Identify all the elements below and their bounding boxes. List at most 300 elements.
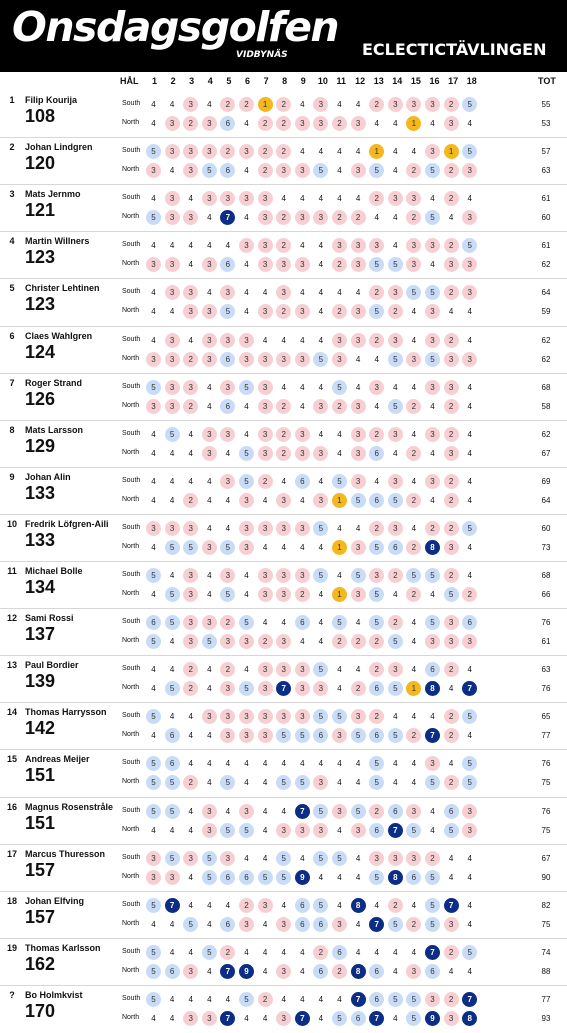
score-cell: 4: [262, 618, 268, 628]
score-cell: 5: [146, 568, 161, 583]
score-cell: 5: [388, 493, 403, 508]
score-cell: 3: [276, 634, 291, 649]
score-cell: 3: [425, 756, 440, 771]
tee-name: North: [122, 731, 140, 739]
score-cell: 5: [239, 474, 254, 489]
score-cell: 3: [313, 446, 328, 461]
score-cell: 6: [165, 728, 180, 743]
score-cell: 5: [388, 917, 403, 932]
score-cell: 5: [462, 945, 477, 960]
score-cell: 4: [411, 476, 417, 486]
score-cell: 5: [406, 568, 421, 583]
score-cell: 8: [462, 1011, 477, 1026]
score-cell: 2: [220, 662, 235, 677]
score-cell: 2: [406, 493, 421, 508]
score-cell: 6: [220, 352, 235, 367]
tee-row: [0, 161, 567, 179]
score-cell: 3: [202, 709, 217, 724]
score-cell: 4: [355, 759, 361, 769]
score-cell: 2: [313, 945, 328, 960]
score-cell: 4: [300, 335, 305, 345]
score-cell: 3: [258, 728, 273, 743]
score-cell: 7: [425, 728, 440, 743]
score-cell: 8: [425, 540, 440, 555]
score-cell: 6: [220, 257, 235, 272]
tee-name: South: [122, 947, 141, 955]
score-cell: 4: [430, 495, 435, 505]
score-cell: 5: [146, 210, 161, 225]
score-cell: 4: [430, 401, 435, 411]
score-cell: 4: [225, 495, 231, 505]
score-cell: 5: [406, 823, 421, 838]
score-cell: 4: [467, 542, 472, 552]
score-cell: 5: [239, 615, 254, 630]
score-cell: 4: [318, 307, 324, 317]
score-cell: 4: [244, 590, 249, 599]
player-name: Roger Strand: [25, 377, 83, 388]
score-cell: 4: [300, 147, 305, 157]
player-name: Claes Wahlgren: [25, 330, 93, 341]
score-cell: 2: [369, 333, 384, 348]
score-cell: 3: [406, 257, 421, 272]
score-cell: 5: [146, 756, 161, 771]
score-cell: 4: [300, 194, 305, 204]
score-cell: 4: [318, 476, 324, 486]
score-cell: 4: [467, 335, 472, 345]
score-cell: 6: [369, 964, 384, 979]
tee-row: [0, 962, 567, 980]
hole-number-header: 18: [466, 76, 477, 86]
score-cell: 4: [262, 947, 268, 957]
score-cell: 4: [188, 260, 193, 270]
player-total: 157: [25, 859, 56, 880]
score-cell: 3: [425, 380, 440, 395]
score-cell: 3: [406, 191, 421, 206]
score-cell: 4: [207, 684, 212, 694]
score-cell: 4: [262, 495, 268, 505]
score-cell: 5: [165, 427, 180, 442]
score-cell: 1: [332, 540, 347, 555]
score-cell: 5: [369, 587, 384, 602]
logo-subtext: VIDBYNÄS: [236, 50, 288, 60]
score-cell: 4: [448, 872, 454, 882]
score-cell: 3: [444, 917, 459, 932]
row-total: 76: [541, 684, 551, 694]
tee-name: North: [122, 542, 140, 550]
score-cell: 5: [202, 945, 217, 960]
player-name: Fredrik Löfgren-Aili: [25, 518, 109, 529]
row-total: 73: [541, 542, 551, 552]
score-cell: 7: [369, 1011, 384, 1026]
score-cell: 3: [313, 493, 328, 508]
row-total: 63: [541, 166, 551, 176]
tee-name: North: [122, 1013, 140, 1021]
player-row: [0, 845, 567, 892]
score-cell: 2: [332, 304, 347, 319]
hole-number-header: 14: [392, 76, 403, 86]
score-cell: 3: [295, 304, 310, 319]
score-cell: 7: [276, 681, 291, 696]
score-cell: 4: [151, 590, 156, 599]
row-total: 53: [541, 119, 551, 128]
score-cell: 2: [276, 446, 291, 461]
tee-row: [0, 566, 567, 584]
score-cell: 5: [202, 634, 217, 649]
player-name: Thomas Karlsson: [25, 942, 101, 953]
score-cell: 3: [202, 804, 217, 819]
score-cell: 3: [295, 163, 310, 178]
score-cell: 3: [220, 380, 235, 395]
score-cell: 4: [300, 947, 305, 957]
score-cell: 5: [425, 285, 440, 300]
row-total: 76: [541, 618, 551, 628]
score-cell: 3: [406, 238, 421, 253]
tee-name: South: [122, 100, 141, 107]
score-cell: 4: [393, 778, 398, 788]
score-cell: 4: [448, 684, 454, 694]
score-cell: 2: [406, 163, 421, 178]
score-cell: 4: [467, 919, 472, 929]
score-cell: 4: [430, 590, 435, 599]
score-cell: 4: [355, 872, 361, 882]
score-cell: 3: [406, 851, 421, 866]
score-cell: 4: [281, 382, 286, 392]
row-total: 61: [541, 241, 551, 251]
score-cell: 5: [332, 1011, 347, 1026]
score-cell: 4: [355, 618, 361, 628]
score-cell: 4: [262, 853, 268, 863]
score-cell: 4: [467, 401, 472, 411]
score-cell: 4: [355, 147, 361, 157]
player-name: Magnus Rosenstråle: [25, 801, 114, 812]
hole-number-header: 3: [189, 76, 195, 86]
score-cell: 4: [262, 1013, 268, 1023]
score-cell: 5: [369, 540, 384, 555]
score-cell: 4: [374, 354, 379, 364]
player-total: 133: [25, 482, 56, 503]
score-cell: 2: [220, 97, 235, 112]
player-name: Filip Kourija: [25, 95, 78, 105]
score-cell: 2: [444, 521, 459, 536]
score-cell: 4: [337, 448, 342, 458]
score-cell: 4: [337, 684, 342, 694]
score-cell: 2: [183, 399, 198, 414]
score-cell: 6: [425, 964, 440, 979]
score-cell: 3: [444, 446, 459, 461]
player-rank: 6: [9, 330, 15, 341]
tee-row: [0, 142, 567, 160]
score-cell: 2: [369, 97, 384, 112]
score-cell: 4: [300, 495, 305, 505]
score-cell: 2: [220, 144, 235, 159]
player-name: Johan Elfving: [25, 895, 85, 906]
score-cell: 3: [425, 238, 440, 253]
score-cell: 2: [276, 304, 291, 319]
score-cell: 4: [393, 966, 398, 976]
score-cell: 4: [151, 665, 156, 675]
score-cell: 6: [351, 1011, 366, 1026]
row-total: 77: [541, 731, 551, 741]
score-cell: 2: [258, 163, 273, 178]
score-cell: 3: [165, 257, 180, 272]
score-cell: 2: [406, 210, 421, 225]
score-cell: 4: [430, 448, 435, 458]
tee-name: South: [122, 288, 141, 296]
score-cell: 5: [388, 634, 403, 649]
score-cell: 4: [355, 853, 361, 863]
score-cell: 4: [207, 241, 212, 251]
score-cell: 3: [313, 210, 328, 225]
score-cell: 4: [151, 684, 156, 694]
score-cell: 2: [369, 634, 384, 649]
score-cell: 3: [165, 144, 180, 159]
score-cell: 5: [369, 756, 384, 771]
score-cell: 3: [313, 775, 328, 790]
tee-row: [0, 302, 567, 320]
score-cell: 3: [406, 97, 421, 112]
score-cell: 2: [332, 399, 347, 414]
score-cell: 3: [332, 333, 347, 348]
tee-row: [0, 1009, 567, 1027]
score-cell: 4: [448, 853, 454, 863]
player-total: 157: [25, 906, 56, 927]
score-cell: 3: [258, 257, 273, 272]
score-cell: 4: [281, 900, 286, 910]
score-cell: 7: [220, 1011, 235, 1026]
score-cell: 4: [300, 288, 305, 298]
score-cell: 9: [295, 870, 310, 885]
score-cell: 2: [369, 191, 384, 206]
player-rank: 18: [6, 895, 17, 906]
row-total: 65: [541, 712, 551, 722]
player-rank: 5: [9, 283, 15, 294]
score-cell: 5: [425, 352, 440, 367]
score-cell: 3: [258, 238, 273, 253]
tee-row: [0, 491, 567, 509]
tee-row: [0, 849, 567, 867]
score-cell: 2: [444, 163, 459, 178]
score-cell: 6: [369, 446, 384, 461]
score-cell: 6: [369, 493, 384, 508]
score-cell: 4: [393, 759, 398, 769]
score-cell: 2: [332, 116, 347, 131]
score-cell: 4: [281, 994, 286, 1004]
score-cell: 2: [444, 333, 459, 348]
score-cell: 3: [183, 163, 198, 178]
score-cell: 1: [332, 493, 347, 508]
score-cell: 4: [430, 712, 435, 722]
score-cell: 4: [393, 1013, 398, 1023]
score-cell: 3: [351, 257, 366, 272]
tee-row: [0, 943, 567, 961]
score-cell: 4: [151, 429, 156, 439]
score-cell: 4: [355, 288, 361, 298]
score-cell: 4: [188, 476, 193, 486]
score-cell: 3: [183, 97, 198, 112]
score-cell: 4: [207, 731, 212, 741]
score-cell: 3: [295, 210, 310, 225]
score-cell: 3: [276, 823, 291, 838]
player-name: Sami Rossi: [25, 613, 74, 624]
score-cell: 4: [318, 288, 324, 298]
tee-row: [0, 868, 567, 886]
score-cell: 3: [183, 634, 198, 649]
score-cell: 3: [239, 191, 254, 206]
score-cell: 4: [225, 523, 231, 533]
score-cell: 5: [220, 587, 235, 602]
tee-row: [0, 331, 567, 349]
player-total: 133: [25, 529, 56, 550]
row-total: 58: [541, 401, 551, 411]
score-cell: 2: [258, 634, 273, 649]
score-cell: 2: [332, 634, 347, 649]
score-cell: 4: [207, 966, 212, 976]
score-cell: 2: [444, 238, 459, 253]
hole-number-header: 13: [373, 76, 384, 86]
score-cell: 3: [425, 634, 440, 649]
score-cell: 4: [188, 731, 193, 741]
score-cell: 3: [425, 97, 440, 112]
score-cell: 3: [202, 333, 217, 348]
score-cell: 3: [444, 540, 459, 555]
score-cell: 4: [318, 335, 324, 345]
score-cell: 3: [220, 568, 235, 583]
hole-number-header: 5: [226, 76, 232, 86]
score-cell: 5: [332, 615, 347, 630]
score-cell: 5: [313, 568, 328, 583]
row-total: 64: [541, 288, 551, 298]
score-cell: 2: [406, 917, 421, 932]
score-cell: 4: [337, 872, 342, 882]
score-cell: 4: [188, 825, 193, 835]
score-cell: 4: [151, 1013, 156, 1023]
score-cell: 3: [276, 662, 291, 677]
score-cell: 4: [355, 665, 361, 675]
score-cell: 4: [207, 382, 212, 392]
score-cell: 5: [388, 728, 403, 743]
score-cell: 2: [369, 427, 384, 442]
score-cell: 5: [425, 870, 440, 885]
score-cell: 4: [467, 900, 472, 910]
score-cell: 6: [313, 917, 328, 932]
score-cell: 4: [151, 542, 156, 552]
score-cell: 3: [239, 804, 254, 819]
score-cell: 3: [258, 191, 273, 206]
player-total: 126: [25, 388, 56, 409]
score-cell: 4: [411, 382, 417, 392]
score-cell: 6: [444, 804, 459, 819]
score-cell: 4: [169, 100, 175, 109]
score-cell: 5: [388, 399, 403, 414]
score-cell: 4: [318, 994, 324, 1004]
score-cell: 4: [318, 542, 324, 552]
score-cell: 3: [388, 333, 403, 348]
row-total: 77: [541, 994, 551, 1004]
score-cell: 2: [444, 285, 459, 300]
score-cell: 4: [188, 712, 193, 722]
score-cell: 2: [444, 709, 459, 724]
row-total: 75: [541, 778, 551, 788]
score-cell: 4: [244, 288, 249, 298]
score-cell: 2: [444, 191, 459, 206]
score-cell: 6: [332, 945, 347, 960]
score-cell: 3: [425, 992, 440, 1007]
score-cell: 4: [411, 618, 417, 628]
score-cell: 8: [388, 870, 403, 885]
score-cell: 6: [295, 898, 310, 913]
row-total: 67: [541, 853, 551, 863]
score-cell: 3: [313, 97, 328, 112]
score-cell: 5: [146, 144, 161, 159]
tee-row: [0, 95, 567, 113]
tee-row: [0, 613, 567, 631]
score-cell: 4: [244, 213, 249, 223]
score-cell: 3: [258, 662, 273, 677]
score-cell: 4: [337, 759, 342, 769]
score-cell: 5: [332, 474, 347, 489]
score-cell: 3: [388, 285, 403, 300]
score-cell: 5: [146, 964, 161, 979]
tee-name: North: [122, 354, 140, 362]
score-cell: 4: [244, 778, 249, 788]
score-cell: 5: [388, 992, 403, 1007]
score-cell: 3: [239, 709, 254, 724]
tee-name: South: [122, 194, 141, 202]
score-cell: 3: [239, 540, 254, 555]
score-cell: 2: [351, 634, 366, 649]
score-cell: 5: [165, 681, 180, 696]
tot-header: TOT: [538, 76, 556, 86]
hole-number-header: 15: [410, 76, 421, 86]
score-cell: 3: [202, 823, 217, 838]
score-cell: 4: [169, 241, 175, 251]
tee-name: North: [122, 495, 140, 503]
score-cell: 5: [462, 521, 477, 536]
score-cell: 4: [374, 947, 379, 957]
score-cell: 5: [146, 775, 161, 790]
tee-name: North: [122, 119, 140, 126]
score-cell: 3: [444, 615, 459, 630]
score-cell: 6: [295, 474, 310, 489]
score-cell: 3: [295, 681, 310, 696]
score-cell: 5: [369, 163, 384, 178]
score-cell: 5: [276, 775, 291, 790]
score-cell: 3: [276, 257, 291, 272]
hole-number-header: 8: [282, 76, 288, 86]
score-cell: 3: [220, 285, 235, 300]
score-cell: 3: [258, 427, 273, 442]
score-cell: 2: [444, 728, 459, 743]
score-cell: 4: [467, 448, 472, 458]
score-cell: 5: [406, 285, 421, 300]
score-cell: 4: [411, 147, 417, 157]
score-cell: 3: [202, 144, 217, 159]
score-cell: 4: [337, 900, 342, 910]
score-cell: 3: [146, 257, 161, 272]
tee-row: [0, 472, 567, 490]
score-cell: 4: [262, 778, 268, 788]
score-cell: 5: [425, 568, 440, 583]
tee-name: South: [122, 853, 141, 861]
score-cell: 4: [262, 966, 268, 976]
player-name: Christer Lehtinen: [25, 283, 100, 294]
score-cell: 3: [369, 568, 384, 583]
score-cell: 3: [202, 304, 217, 319]
tee-row: [0, 444, 567, 462]
score-cell: 3: [183, 285, 198, 300]
score-cell: 5: [369, 257, 384, 272]
hole-number-header: 12: [355, 76, 366, 86]
